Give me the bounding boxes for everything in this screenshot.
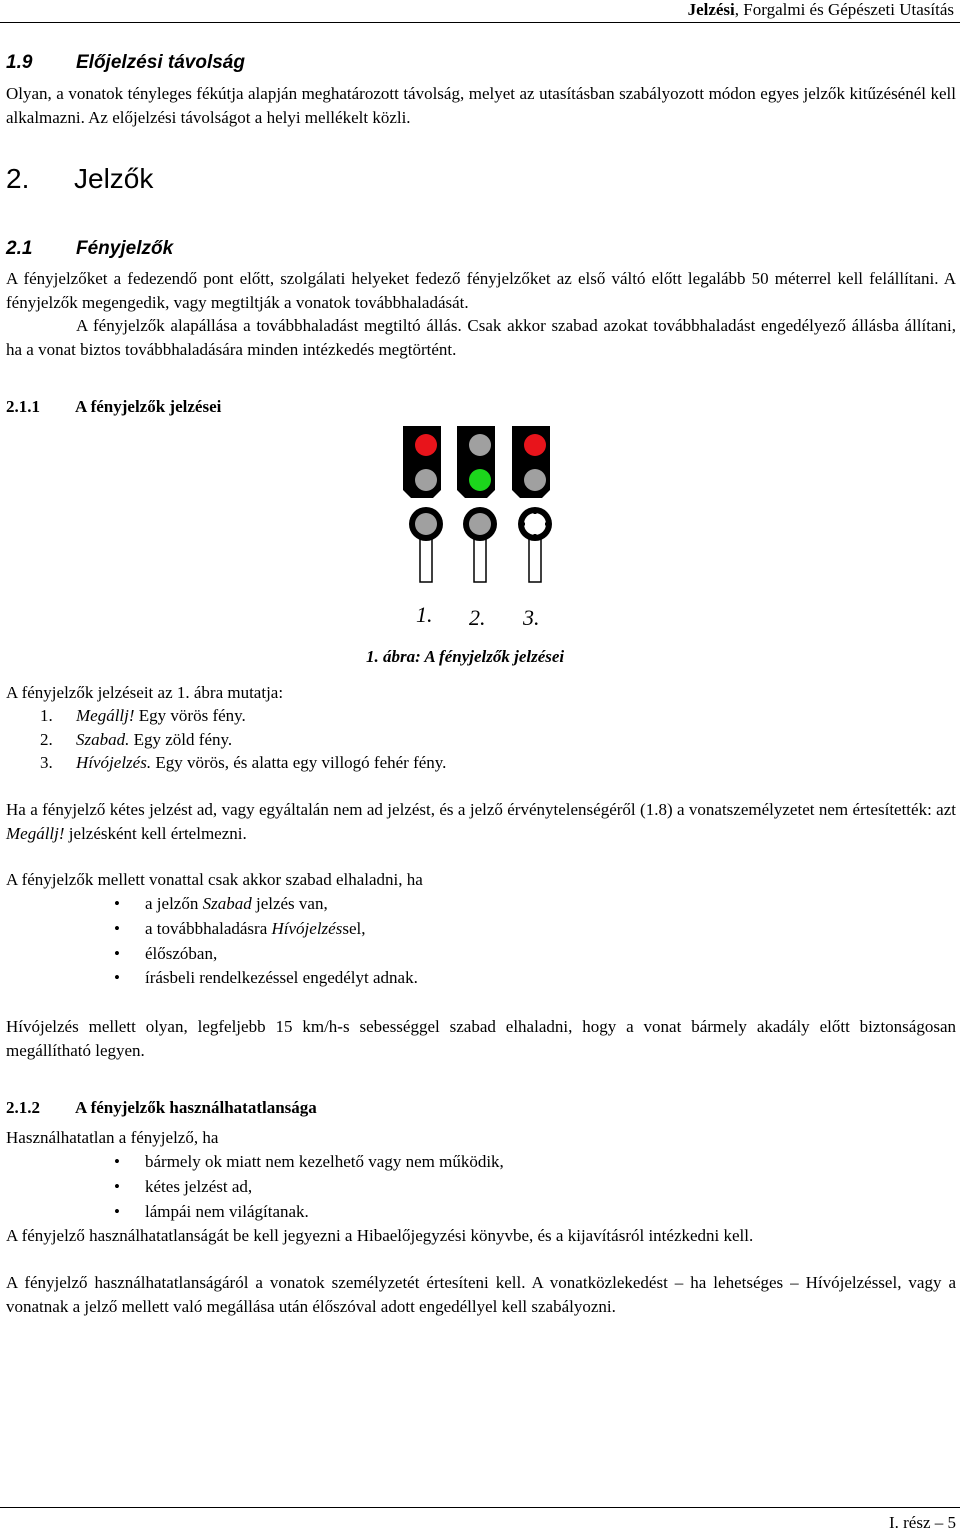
paragraph: Ha a fényjelző kétes jelzést ad, vagy egyáltalán nem ad jelzést, és a jelző érvénytelenségéről (1.8) a vonatszemélyzetet nem értesítették: azt Megállj! jelzésként kell értelmezni. <box>6 800 956 843</box>
chapter-title: Jelzők <box>74 163 154 194</box>
section-title: Előjelzési távolság <box>76 52 245 73</box>
section-number: 2.1.1 <box>6 397 40 416</box>
running-header <box>688 0 954 20</box>
unusable-conditions-list <box>118 1150 504 1224</box>
list-item: • írásbeli rendelkezéssel engedélyt adnak. <box>118 966 391 991</box>
list-item: 2. Szabad. Egy zöld fény. <box>40 729 233 749</box>
footer-rule <box>0 1507 960 1508</box>
paragraph: Hívójelzés mellett olyan, legfeljebb 15 km/h-s sebességgel szabad elhaladni, hogy a vonat bármely akadály előtt biztonságosan megállítható legyen. <box>6 1017 956 1060</box>
figure-label-2: 2. <box>469 605 486 630</box>
list-item: • lámpái nem világítanak. <box>118 1200 477 1225</box>
paragraph: A fényjelző használhatatlanságát be kell jegyezni a Hibaelőjegyzési könyvbe, és a kijavításról intézkedni kell. <box>6 1226 754 1245</box>
white-lamp-off <box>415 513 437 535</box>
page-number: I. rész – 5 <box>888 1513 956 1532</box>
pass-conditions-list <box>118 892 418 991</box>
section-title: A fényjelzők jelzései <box>75 397 222 416</box>
white-lamp-flashing <box>524 513 546 535</box>
list-item: 1. Megállj! Egy vörös fény. <box>40 706 246 725</box>
chapter-number: 2. <box>6 163 30 194</box>
section-title: A fényjelzők használhatatlansága <box>75 1098 317 1117</box>
red-lamp-lit <box>415 434 437 456</box>
header-title-rest: , Forgalmi és Gépészeti Utasítás <box>734 0 954 19</box>
list-item: • a továbbhaladásra Hívójelzéssel, <box>118 917 391 942</box>
paragraph: A fényjelzők jelzéseit az 1. ábra mutatja: <box>6 683 284 702</box>
section-2-1-heading <box>6 238 173 260</box>
list-item: • a jelzőn Szabad jelzés van, <box>118 892 391 917</box>
paragraph: A fényjelző használhatatlanságáról a vonatok személyzetét értesíteni kell. A vonatközlekedést – ha lehetséges – Hívójelzéssel, vagy a vonatnak a jelző mellett való megállása után élőszóval adott engedéllyel kell szabályozni. <box>6 1273 956 1316</box>
figure-label-3: 3. <box>523 605 540 630</box>
paragraph: A fényjelzők alapállása a továbbhaladást megtiltó állás. Csak akkor szabad azokat továbbhaladást engedélyező állásba állítani, ha a vonat biztos továbbhaladására minden intézkedés megtörtént. <box>6 316 956 359</box>
paragraph: Használhatatlan a fényjelző, ha <box>6 1128 219 1147</box>
signal-figure <box>395 418 570 590</box>
list-item: • kétes jelzést ad, <box>118 1175 477 1200</box>
signal-2-clear <box>457 426 497 582</box>
section-2-1-1-heading <box>6 397 221 417</box>
red-lamp-lit <box>524 434 546 456</box>
signal-3-call-on <box>512 426 552 582</box>
signal-1-stop <box>403 426 443 582</box>
chapter-2-heading <box>6 163 153 195</box>
section-title: Fényjelzők <box>76 238 174 259</box>
lamp-off <box>469 434 491 456</box>
list-item: 3. Hívójelzés. Egy vörös, és alatta egy villogó fehér fény. <box>40 753 447 772</box>
white-lamp-off <box>469 513 491 535</box>
list-item: • bármely ok miatt nem kezelhető vagy nem működik, <box>118 1150 477 1175</box>
lamp-off <box>415 469 437 491</box>
paragraph: A fényjelzők mellett vonattal csak akkor szabad elhaladni, ha <box>6 870 423 889</box>
lamp-off <box>524 469 546 491</box>
header-title-bold: Jelzési <box>687 0 735 19</box>
section-2-1-2-heading <box>6 1098 317 1118</box>
section-number: 1.9 <box>6 52 33 73</box>
section-number: 2.1 <box>6 238 33 259</box>
figure-caption: 1. ábra: A fényjelzők jelzései <box>366 647 565 666</box>
figure-label-1: 1. <box>416 602 433 627</box>
header-rule <box>0 22 960 23</box>
signal-list <box>40 704 446 775</box>
paragraph: A fényjelzőket a fedezendő pont előtt, szolgálati helyeket fedező fényjelzőket az első váltó előtt legalább 50 méterrel kell felállítani. A fényjelzők megengedik, vagy megtiltják a vonatok továbbhaladását. <box>6 269 956 312</box>
paragraph: Olyan, a vonatok tényleges fékútja alapján meghatározott távolság, melyet az utasításban szabályozott módon egyes jelzők kitűzésénél kell alkalmazni. Az előjelzési távolságot a helyi mellékelt közli. <box>6 84 956 127</box>
section-number: 2.1.2 <box>6 1098 40 1117</box>
section-1-9-heading <box>6 52 245 74</box>
green-lamp-lit <box>469 469 491 491</box>
list-item: • élőszóban, <box>118 942 391 967</box>
